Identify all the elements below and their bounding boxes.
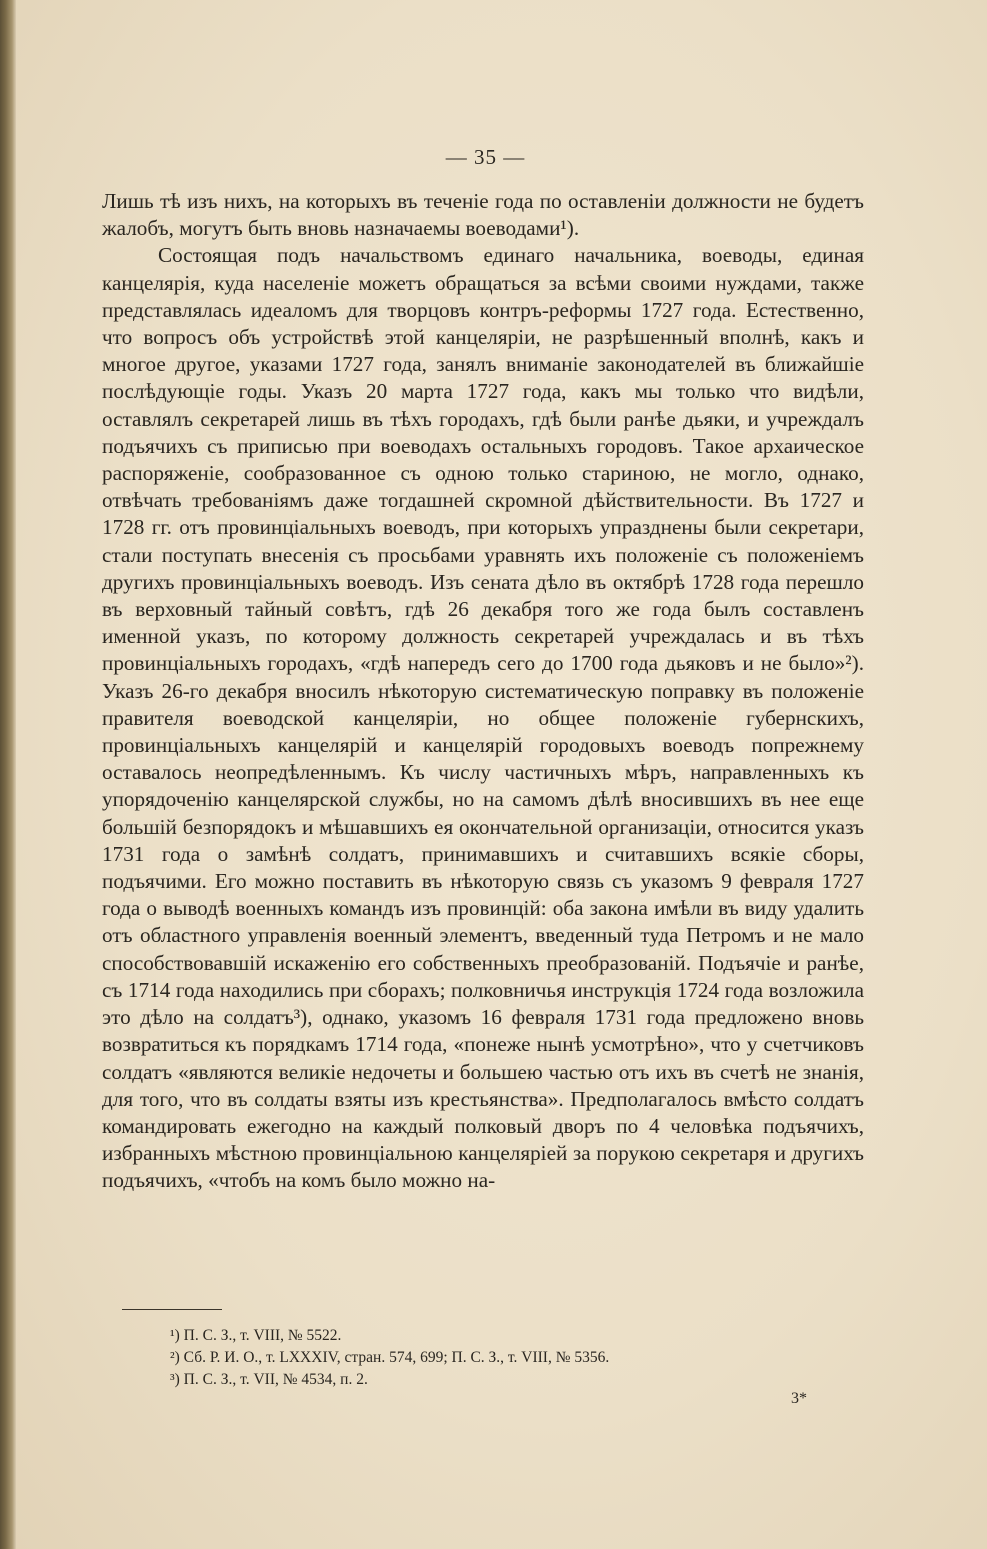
book-spine-shadow [0,0,16,1549]
footnotes [170,1325,850,1391]
paragraph-continuation: Лишь тѣ изъ нихъ, на которыхъ въ теченіе года по оставленіи должности не будетъ жалобъ, могутъ быть вновь назначаемы воеводами¹). [102,189,864,241]
paragraph-main: Состоящая подъ начальствомъ единаго начальника, воеводы, единая канцелярія, куда населеніе можетъ обращаться за всѣми своими нуждами, также представлялась идеаломъ для творцовъ контръ-реформы 1727 года. Естественно, что вопросъ объ устройствѣ этой канцеляріи, не разрѣшенный вполнѣ, какъ и многое другое, указами 1727 года, занялъ вниманіе законодателей въ ближайшіе послѣдующіе годы. Указъ 20 марта 1727 года, какъ мы только что видѣли, оставлялъ секретарей лишь въ тѣхъ городахъ, гдѣ были ранѣе дьяки, и учреждалъ подъячихъ съ приписью при воеводахъ остальныхъ городовъ. Такое архаическое распоряженіе, сообразованное съ одною только стариною, не могло, однако, отвѣчать требованіямъ даже тогдашней скромной дѣйствительности. Въ 1727 и 1728 гг. отъ провинціальныхъ воеводъ, при которыхъ упразднены были секретари, стали поступать внесенія съ просьбами уравнять ихъ положеніе съ положеніемъ другихъ провинціальныхъ воеводъ. Изъ сената дѣло въ октябрѣ 1728 года перешло въ верховный тайный совѣтъ, гдѣ 26 декабря того же года былъ составленъ именной указъ, по которому должность секретарей учреждалась и въ тѣхъ провинціальныхъ городахъ, «гдѣ напередъ сего до 1700 года дьяковъ и не было»²). Указъ 26-го декабря вносилъ нѣкоторую систематическую поправку въ положеніе правителя воеводской канцеляріи, но общее положеніе губернскихъ, провинціальныхъ канцелярій и канцелярій городовыхъ воеводъ попрежнему оставалось неопредѣленнымъ. Къ числу частичныхъ мѣръ, направленныхъ къ упорядоченію канцелярской службы, но на самомъ дѣлѣ вносившихъ въ нее еще большій безпорядокъ и мѣшавшихъ ея окончательной организаціи, относится указъ 1731 года о замѣнѣ солдатъ, принимавшихъ и считавшихъ всякіе сборы, подъячими. Его можно поставить въ нѣкоторую связь съ указомъ 9 февраля 1727 года о выводѣ военныхъ командъ изъ провинцій: оба закона имѣли въ виду удалить отъ областного управленія военный элементъ, введенный туда Петромъ и не мало способствовавшій искаженію его собственныхъ преобразованій. Подъячіе и ранѣе, съ 1714 года находились при сборахъ; полковничья инструкція 1724 года возложила это дѣло на солдатъ³), однако, указомъ 16 февраля 1731 года предложено вновь возвратиться къ порядкамъ 1714 года, «понеже нынѣ усмотрѣно», что у счетчиковъ солдатъ «являются великіе недочеты и большею частью отъ ихъ въ счетѣ не знанія, для того, что въ солдаты взяты изъ крестьянства». Предполагалось вмѣсто солдатъ командировать ежегодно на каждый полковый дворъ по 4 человѣка подъячихъ, избранныхъ мѣстною провинціальною канцеляріей за порукою секретаря и другихъ подъячихъ, «чтобъ на комъ было можно на- [102,243,864,1193]
footnote-1: ¹) П. С. З., т. VIII, № 5522. [170,1327,342,1344]
footnote-2: ²) Сб. Р. И. О., т. LXXXIV, стран. 574, 699; П. С. З., т. VIII, № 5356. [170,1349,610,1366]
page-number: — 35 — [445,145,526,169]
printer-signature-mark: 3* [791,1390,807,1407]
book-page [16,0,987,1549]
footnote-3: ³) П. С. З., т. VII, № 4534, п. 2. [170,1371,368,1388]
body-text [102,188,864,1195]
footnote-separator [122,1309,222,1310]
